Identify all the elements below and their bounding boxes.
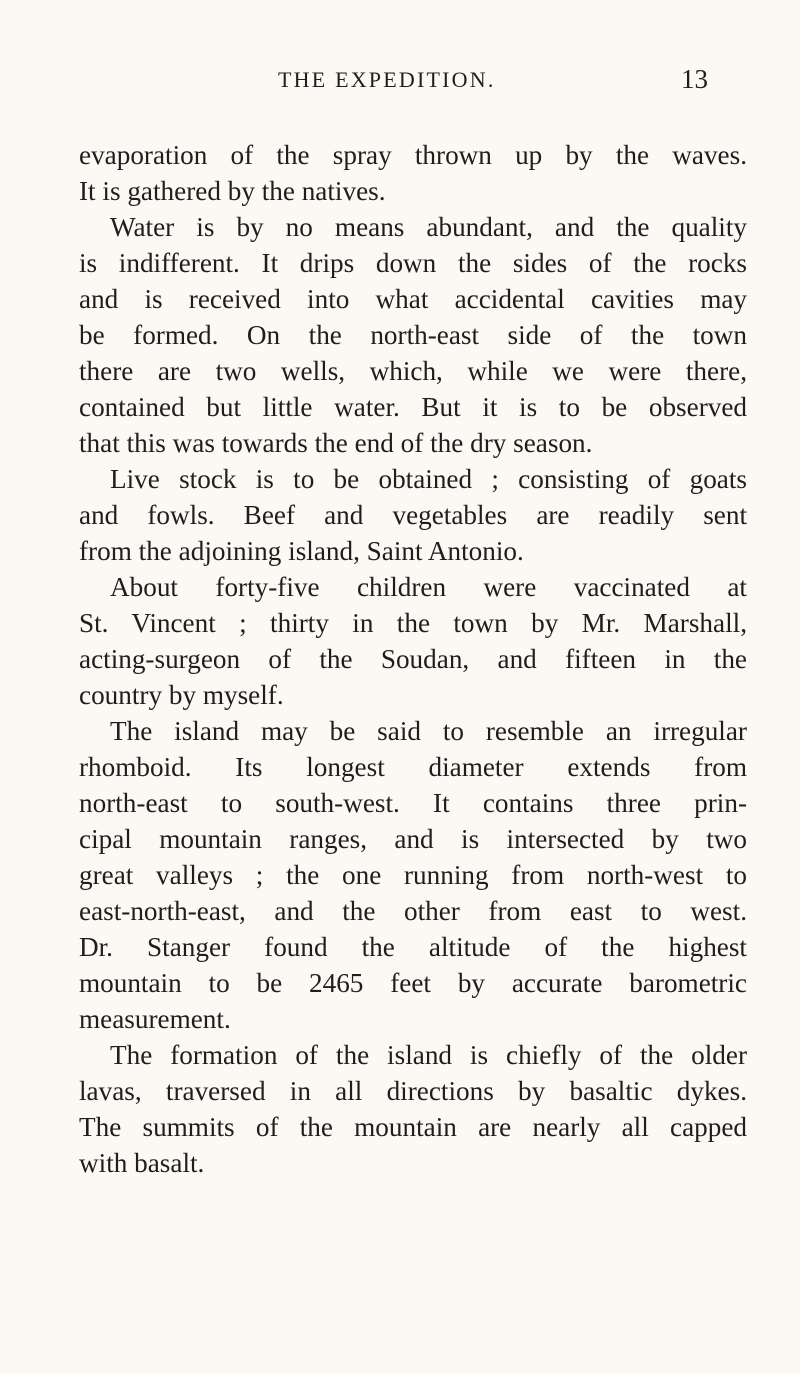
text-line: great valleys ; the one running from north-west to — [79, 860, 747, 890]
text-line: country by myself. — [79, 680, 284, 710]
text-line: north-east to south-west. It contains three prin- — [79, 788, 747, 818]
text-line: with basalt. — [79, 1148, 205, 1178]
text-line: mountain to be 2465 feet by accurate barometric — [79, 968, 747, 998]
page-header — [0, 64, 800, 107]
text-line: there are two wells, which, while we were there, — [79, 356, 747, 386]
text-line: evaporation of the spray thrown up by the waves. — [79, 140, 747, 170]
text-line: measurement. — [79, 1004, 231, 1034]
text-line: and is received into what accidental cavities may — [79, 284, 747, 314]
text-line: lavas, traversed in all directions by basaltic dykes. — [79, 1076, 747, 1106]
running-title: THE EXPEDITION. — [278, 67, 496, 92]
text-line: rhomboid. Its longest diameter extends from — [79, 752, 747, 782]
text-line: The formation of the island is chiefly of the older — [110, 1040, 747, 1070]
text-line: cipal mountain ranges, and is intersected by two — [79, 824, 747, 854]
text-line: It is gathered by the natives. — [79, 176, 386, 206]
text-line: is indifferent. It drips down the sides of the rocks — [79, 248, 747, 278]
text-line: The island may be said to resemble an irregular — [110, 716, 747, 746]
text-line: Live stock is to be obtained ; consisting of goats — [110, 464, 747, 494]
text-line: east-north-east, and the other from east to west. — [79, 896, 747, 926]
text-line: contained but little water. But it is to be observed — [79, 392, 747, 422]
page-number: 13 — [681, 64, 708, 94]
text-line: About forty-five children were vaccinated at — [110, 572, 747, 602]
text-line: be formed. On the north-east side of the town — [79, 320, 747, 350]
text-line: Dr. Stanger found the altitude of the highest — [79, 932, 747, 962]
text-line: that this was towards the end of the dry season. — [79, 428, 593, 458]
text-line: St. Vincent ; thirty in the town by Mr. Marshall, — [79, 608, 747, 638]
text-line: and fowls. Beef and vegetables are readily sent — [79, 500, 747, 530]
text-line: Water is by no means abundant, and the quality — [110, 212, 747, 242]
text-line: from the adjoining island, Saint Antonio. — [79, 536, 524, 566]
text-line: acting-surgeon of the Soudan, and fifteen in the — [79, 644, 747, 674]
text-line: The summits of the mountain are nearly all capped — [79, 1112, 747, 1142]
